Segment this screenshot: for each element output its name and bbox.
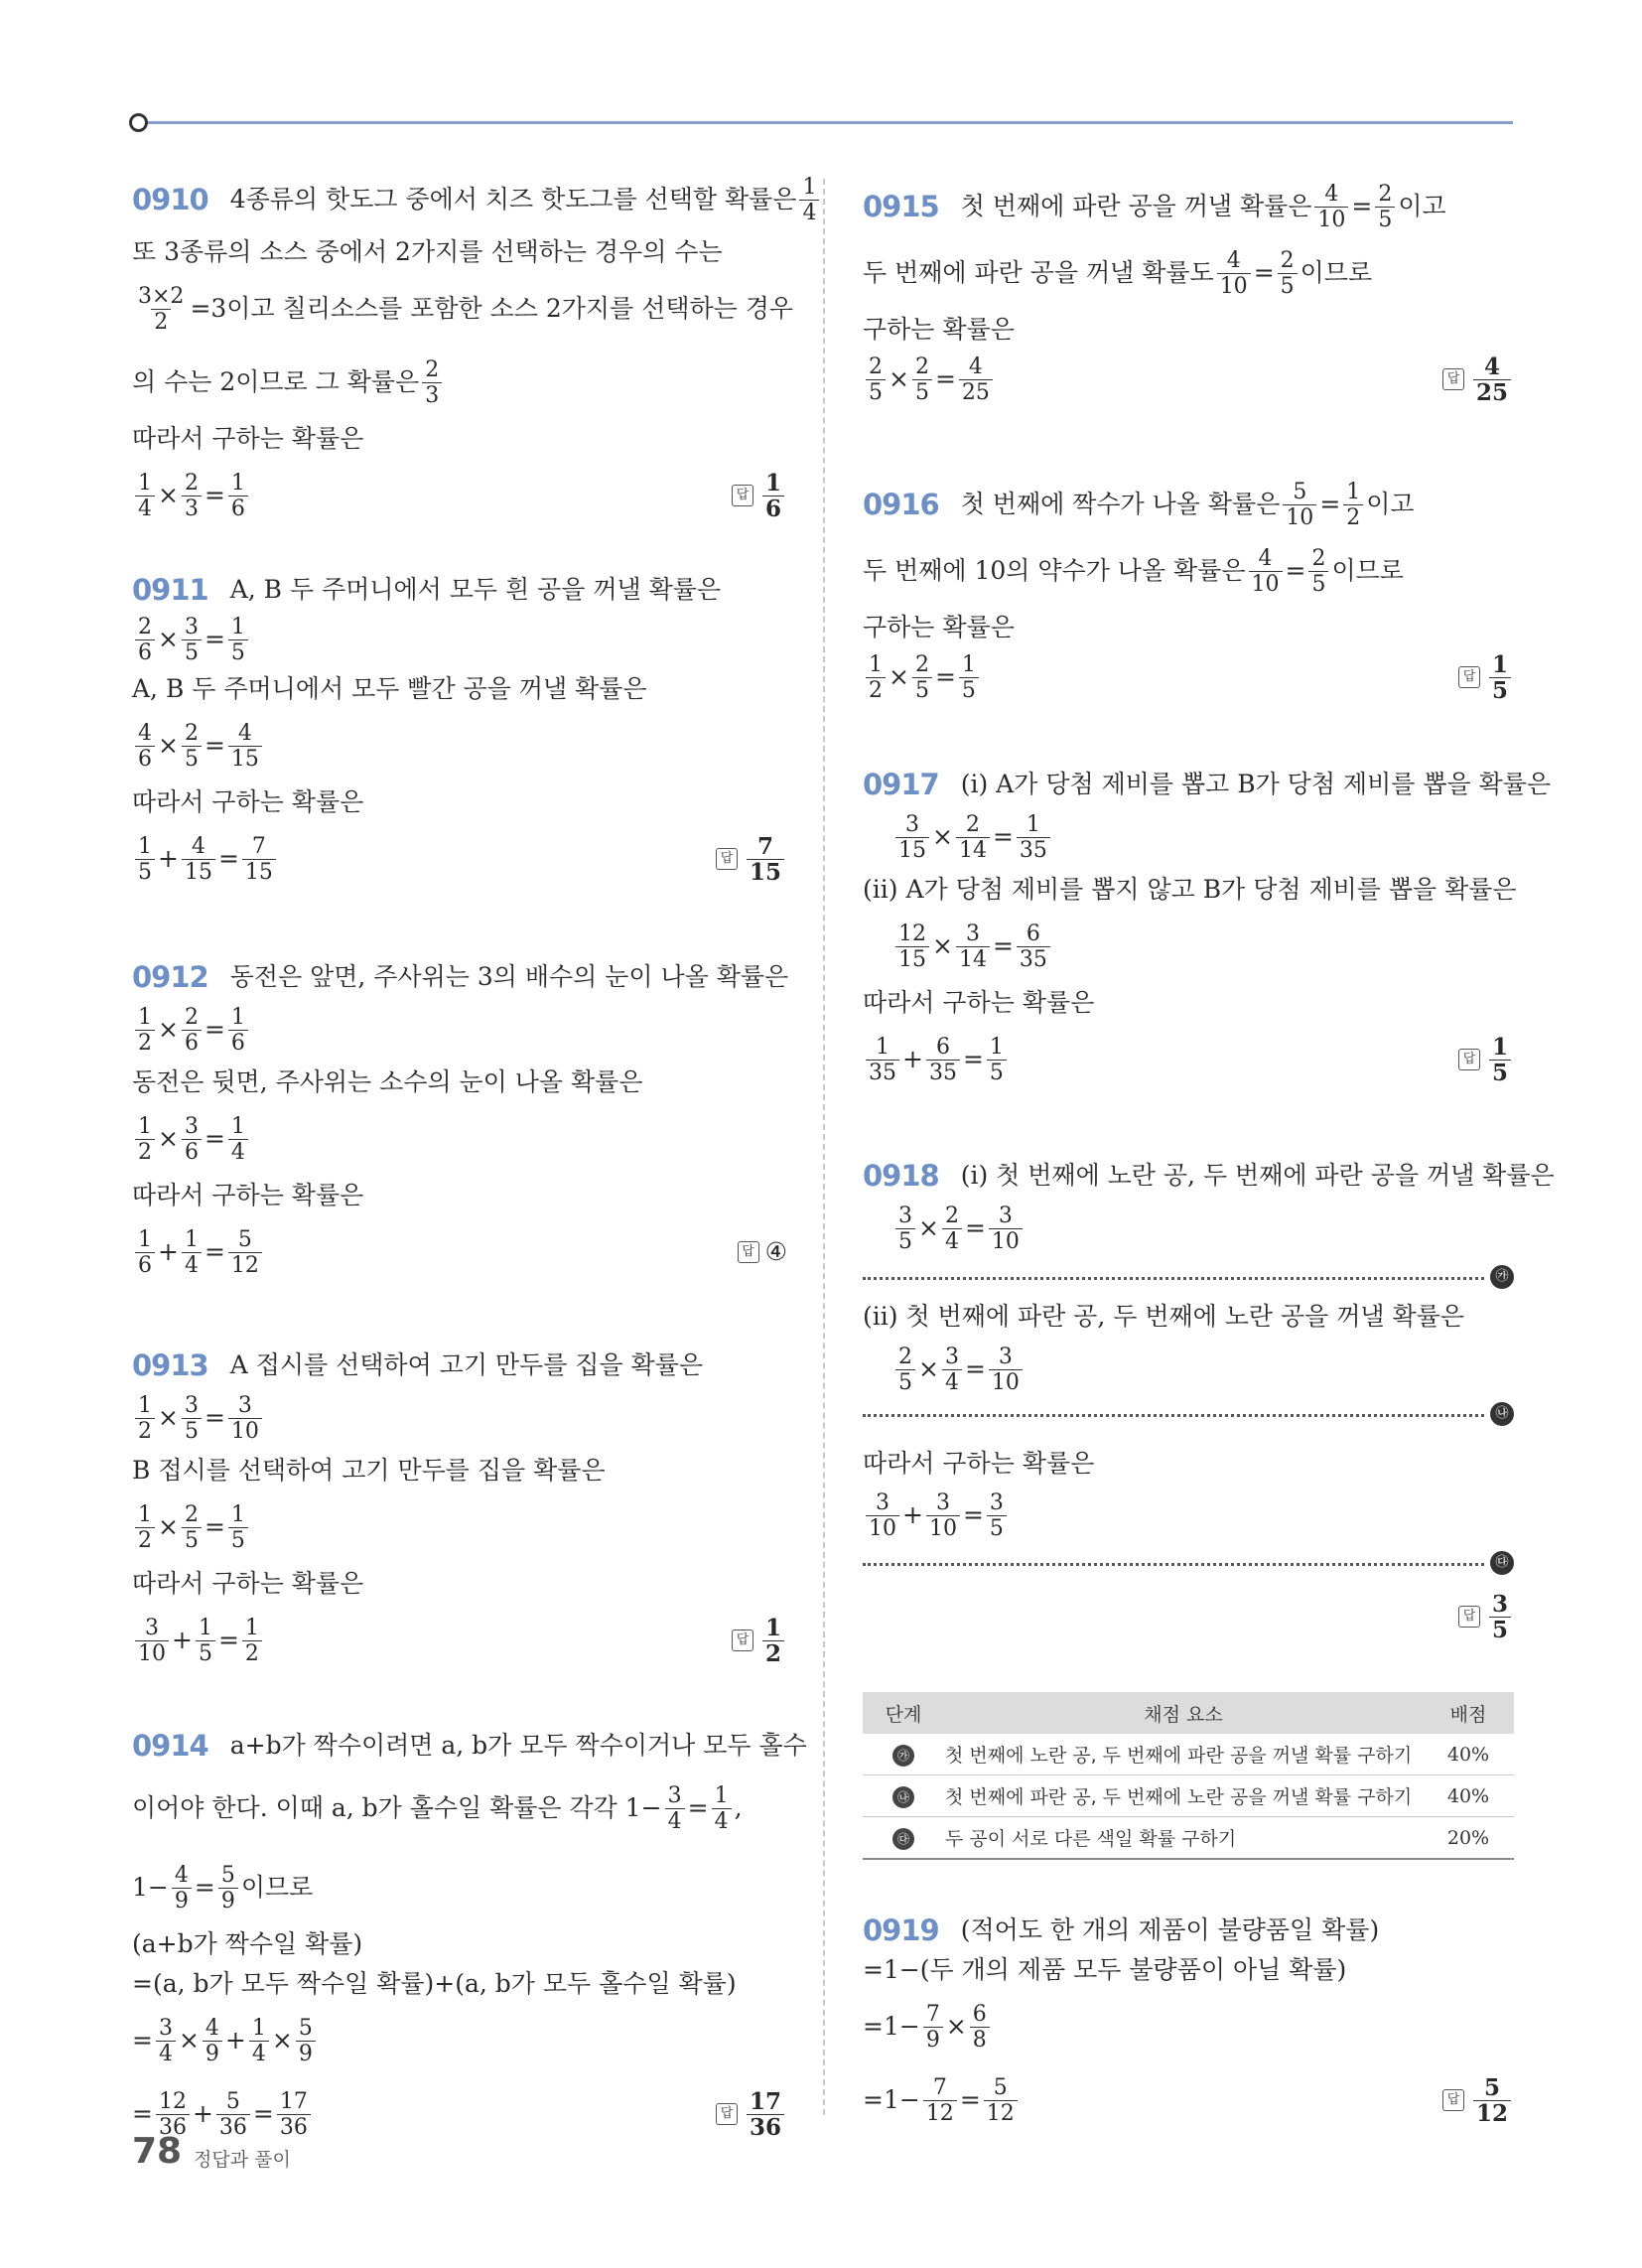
problem-0917: 0917 (ⅰ) A가 당첨 제비를 뽑고 B가 당첨 제비를 뽑을 확률은 $\frac{3}{15}$ × $\frac{2}{14}$ = $\frac{1}{35}$ (ⅱ) A가 당첨 제비를 뽑지 않고 B가 당첨 제비를 뽑을 확률은 $\frac{12}{15}$ × $\frac{3}{14}$ = $\frac{6}{35}$ 따라서 구하는 확률은 $\frac{1}{35}$ + $\frac{6}{35}$ = $\frac{1}{5}$ 답 $\frac{1}{5}$ xyxy=(863,765,1514,1096)
text: (ⅱ) 첫 번째에 파란 공, 두 번째에 노란 공을 꺼낼 확률은 xyxy=(863,1302,1464,1331)
header-step: 단계 xyxy=(863,1692,944,1734)
text: B 접시를 선택하여 고기 만두를 집을 확률은 xyxy=(132,1456,606,1485)
problem-0910: 0910 4종류의 핫도그 중에서 치즈 핫도그를 선택할 확률은 $\frac{1}{4}$ 또 3종류의 소스 중에서 2가지를 선택하는 경우의 수는 $\frac{3\times 2}{2}$ =3이고 칠리소스를 포함한 소스 2가지를 선택하는 경우 의 수는 2이므로 그 확률은 $\frac{2}{3}$ 따라서 구하는 확률은 $\frac{1}{4}$ × $\frac{2}{3}$ = $\frac{1}{6}$ 답 $\frac{1}{6}$ xyxy=(132,173,787,532)
page-number: 78 xyxy=(132,2131,183,2172)
text: 첫 번째에 파란 공을 꺼낼 확률은 xyxy=(960,192,1312,220)
problem-0912: 0912 동전은 앞면, 주사위는 3의 배수의 눈이 나올 확률은 $\frac{1}{2}$ × $\frac{2}{6}$ = $\frac{1}{6}$ 동전은 뒷면, 주사위는 소수의 눈이 나올 확률은 $\frac{1}{2}$ × $\frac{3}{6}$ = $\frac{1}{4}$ 따라서 구하는 확률은 $\frac{1}{6}$ + $\frac{1}{4}$ = $\frac{5}{12}$ 답 ④ xyxy=(132,957,787,1289)
dotted-rule xyxy=(863,1414,1484,1417)
text: A 접시를 선택하여 고기 만두를 집을 확률은 xyxy=(229,1350,704,1379)
text: 이고 xyxy=(1398,192,1446,220)
text: 4종류의 핫도그 중에서 치즈 핫도그를 선택할 확률은 xyxy=(229,185,797,213)
dotted-rule xyxy=(863,1277,1484,1280)
text: 구하는 확률은 xyxy=(863,613,1015,641)
text: 따라서 구하는 확률은 xyxy=(132,424,364,453)
problem-number: 0910 xyxy=(132,183,208,216)
answer: 답 $\frac{5}{12}$ xyxy=(1442,2075,1514,2126)
text: (ⅱ) A가 당첨 제비를 뽑지 않고 B가 당첨 제비를 뽑을 확률은 xyxy=(863,875,1517,904)
problem-0918: 0918 (ⅰ) 첫 번째에 노란 공, 두 번째에 파란 공을 꺼낼 확률은 $\frac{3}{5}$ × $\frac{2}{4}$ = $\frac{3}{10}$ ㉮ (ⅱ) 첫 번째에 파란 공, 두 번째에 노란 공을 꺼낼 확률은 $\frac{2}{5}$ × $\frac{3}{4}$ = $\frac{3}{10}$ ㉯ 따라서 구하는 확률은 $\frac{3}{10}$ + $\frac{3}{10}$ = $\frac{3}{5}$ ㉰ 답 $\frac{3}{5}$ xyxy=(863,1156,1514,1646)
text: 두 번째에 파란 공을 꺼낼 확률도 xyxy=(863,258,1214,287)
header-rule xyxy=(139,121,1513,124)
text: (a+b가 짝수일 확률) xyxy=(132,1929,363,1958)
answer: 답 $\frac{1}{6}$ xyxy=(732,471,787,521)
text: A, B 두 주머니에서 모두 빨간 공을 꺼낼 확률은 xyxy=(132,674,647,703)
text: A, B 두 주머니에서 모두 흰 공을 꺼낼 확률은 xyxy=(229,575,722,604)
problem-number: 0911 xyxy=(132,573,208,607)
fraction: $\frac{3\times 2}{2}$ xyxy=(138,283,185,335)
answer: 답 ④ xyxy=(738,1215,787,1289)
text: 이어야 한다. 이때 a, b가 홀수일 확률은 각각 1− xyxy=(132,1793,662,1822)
text: (ⅰ) A가 당첨 제비를 뽑고 B가 당첨 제비를 뽑을 확률은 xyxy=(960,770,1552,798)
answer: 답 $\frac{1}{5}$ xyxy=(1458,1035,1514,1085)
text: (적어도 한 개의 제품이 불량품일 확률) xyxy=(960,1915,1380,1944)
text: (ⅰ) 첫 번째에 노란 공, 두 번째에 파란 공을 꺼낼 확률은 xyxy=(960,1161,1555,1190)
text: 동전은 앞면, 주사위는 3의 배수의 눈이 나올 확률은 xyxy=(229,962,789,991)
table-row: ㉮ 첫 번째에 노란 공, 두 번째에 파란 공을 꺼낼 확률 구하기 40% xyxy=(863,1734,1514,1775)
header-pct: 배점 xyxy=(1423,1692,1514,1734)
answer: 답 $\frac{1}{2}$ xyxy=(732,1616,787,1666)
problem-number: 0917 xyxy=(863,768,939,801)
text: 1− xyxy=(132,1873,169,1902)
scoring-table xyxy=(863,1692,1514,1860)
text: 따라서 구하는 확률은 xyxy=(132,787,364,816)
problem-number: 0914 xyxy=(132,1729,208,1763)
problem-number: 0913 xyxy=(132,1348,208,1382)
text: 이므로 xyxy=(240,1873,314,1902)
problem-0913: 0913 A 접시를 선택하여 고기 만두를 집을 확률은 $\frac{1}{2}$ × $\frac{3}{5}$ = $\frac{3}{10}$ B 접시를 선택하여 고기 만두를 집을 확률은 $\frac{1}{2}$ × $\frac{2}{5}$ = $\frac{1}{5}$ 따라서 구하는 확률은 $\frac{3}{10}$ + $\frac{1}{5}$ = $\frac{1}{2}$ 답 $\frac{1}{2}$ xyxy=(132,1346,787,1677)
answer: 답 $\frac{3}{5}$ xyxy=(1458,1592,1514,1642)
column-divider xyxy=(823,179,825,2115)
step-marker: ㉯ xyxy=(1490,1402,1514,1426)
fraction: $\frac{2}{3}$ xyxy=(422,357,442,408)
page-label: 정답과 풀이 xyxy=(194,2149,291,2171)
header-dot xyxy=(129,113,148,132)
table-row: ㉰ 두 공이 서로 다른 색일 확률 구하기 20% xyxy=(863,1817,1514,1860)
problem-0911: 0911 A, B 두 주머니에서 모두 흰 공을 꺼낼 확률은 $\frac{2}{6}$ × $\frac{3}{5}$ = $\frac{1}{5}$ A, B 두 주머니에서 모두 빨간 공을 꺼낼 확률은 $\frac{4}{6}$ × $\frac{2}{5}$ = $\frac{4}{15}$ 따라서 구하는 확률은 $\frac{1}{5}$ + $\frac{4}{15}$ = $\frac{7}{15}$ 답 $\frac{7}{15}$ xyxy=(132,570,787,896)
text: 또 3종류의 소스 중에서 2가지를 선택하는 경우의 수는 xyxy=(132,237,723,266)
text: 의 수는 2이므로 그 확률은 xyxy=(132,367,420,396)
text: =(a, b가 모두 짝수일 확률)+(a, b가 모두 홀수일 확률) xyxy=(132,1969,737,1998)
table-row: ㉯ 첫 번째에 파란 공, 두 번째에 노란 공을 꺼낼 확률 구하기 40% xyxy=(863,1775,1514,1817)
problem-0914: 0914 a+b가 짝수이려면 a, b가 모두 짝수이거나 모두 홀수 이어야 한다. 이때 a, b가 홀수일 확률은 각각 1− $\frac{3}{4}$ = $\frac{1}{4}$ , 1− $\frac{4}{9}$ = $\frac{5}{9}$ 이므로 (a+b가 짝수일 확률) =(a, b가 모두 짝수일 확률)+(a, b가 모두 홀수일 확률) = $\frac{3}{4}$ × $\frac{4}{9}$ + $\frac{1}{4}$ × $\frac{5}{9}$ = $\frac{12}{36}$ + $\frac{5}{36}$ = $\frac{17}{36}$ 답 $\frac{17}{36}$ xyxy=(132,1726,787,2151)
text: 따라서 구하는 확률은 xyxy=(132,1181,364,1209)
text: =1−(두 개의 제품 모두 불량품이 아닐 확률) xyxy=(863,1955,1347,1984)
answer: 답 $\frac{1}{5}$ xyxy=(1458,652,1514,703)
problem-number: 0919 xyxy=(863,1914,939,1947)
problem-0915: 0915 첫 번째에 파란 공을 꺼낼 확률은 $\frac{4}{10}$ = $\frac{2}{5}$ 이고 두 번째에 파란 공을 꺼낼 확률도 $\frac{4}{10}$ = $\frac{2}{5}$ 이므로 구하는 확률은 $\frac{2}{5}$ × $\frac{2}{5}$ = $\frac{4}{25}$ 답 $\frac{4}{25}$ xyxy=(863,177,1514,409)
text: 따라서 구하는 확률은 xyxy=(863,1449,1095,1478)
problem-number: 0912 xyxy=(132,960,208,994)
text: a+b가 짝수이려면 a, b가 모두 짝수이거나 모두 홀수 xyxy=(229,1731,807,1760)
dotted-rule xyxy=(863,1563,1484,1566)
problem-number: 0916 xyxy=(863,488,939,521)
text: 이므로 xyxy=(1331,556,1404,585)
answer: 답 $\frac{4}{25}$ xyxy=(1442,354,1514,405)
problem-number: 0918 xyxy=(863,1159,939,1193)
text: 구하는 확률은 xyxy=(863,315,1015,344)
text: =3이고 칠리소스를 포함한 소스 2가지를 선택하는 경우 xyxy=(190,294,794,323)
problem-0919: 0919 (적어도 한 개의 제품이 불량품일 확률) =1−(두 개의 제품 모두 불량품이 아닐 확률) =1− $\frac{7}{9}$ × $\frac{6}{8}$ =1− $\frac{7}{12}$ = $\frac{5}{12}$ 답 $\frac{5}{12}$ xyxy=(863,1911,1514,2137)
text: 동전은 뒷면, 주사위는 소수의 눈이 나올 확률은 xyxy=(132,1067,643,1096)
text: 따라서 구하는 확률은 xyxy=(132,1569,364,1598)
text: 첫 번째에 짝수가 나올 확률은 xyxy=(960,490,1281,518)
header-item: 채점 요소 xyxy=(944,1692,1423,1734)
answer: 답 $\frac{7}{15}$ xyxy=(716,834,787,885)
text: 이고 xyxy=(1366,490,1415,518)
problem-number: 0915 xyxy=(863,190,939,223)
text: 따라서 구하는 확률은 xyxy=(863,988,1095,1017)
problem-0916: 0916 첫 번째에 짝수가 나올 확률은 $\frac{5}{10}$ = $\frac{1}{2}$ 이고 두 번째에 10의 약수가 나올 확률은 $\frac{4}{10}$ = $\frac{2}{5}$ 이므로 구하는 확률은 $\frac{1}{2}$ × $\frac{2}{5}$ = $\frac{1}{5}$ 답 $\frac{1}{5}$ xyxy=(863,475,1514,707)
text: 이므로 xyxy=(1300,258,1373,287)
fraction: $\frac{1}{4}$ xyxy=(799,175,819,225)
answer: 답 $\frac{17}{36}$ xyxy=(716,2089,787,2140)
text: 두 번째에 10의 약수가 나올 확률은 xyxy=(863,556,1246,585)
step-marker: ㉰ xyxy=(1490,1551,1514,1575)
step-marker: ㉮ xyxy=(1490,1265,1514,1289)
